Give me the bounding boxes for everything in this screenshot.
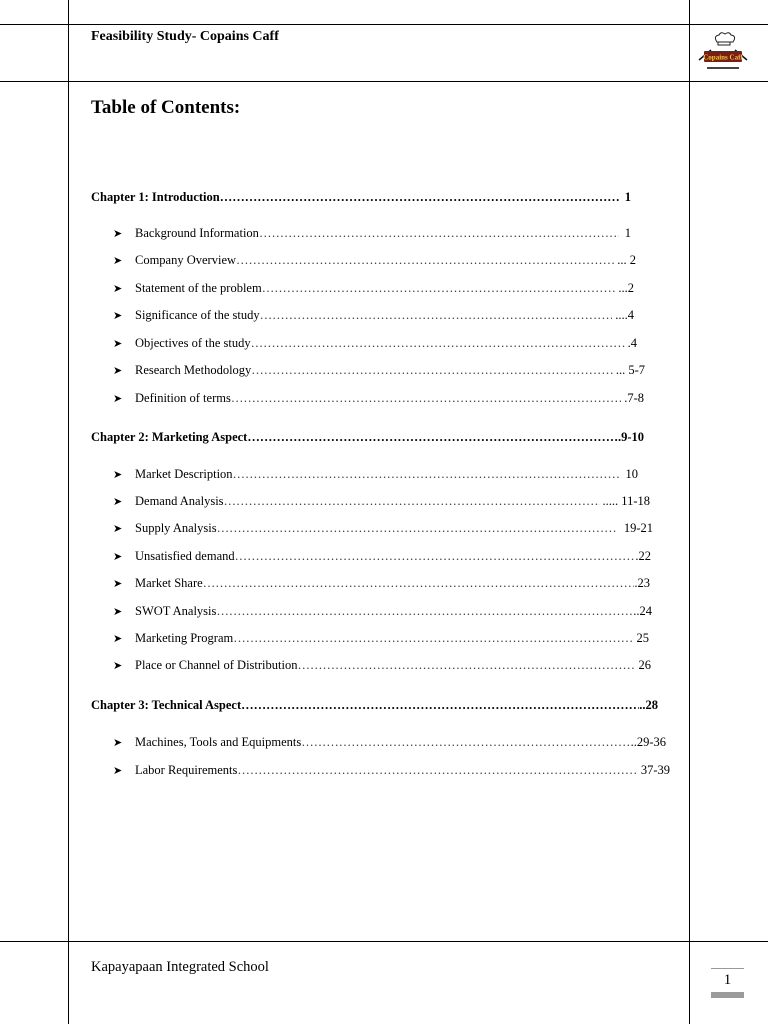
dot-leader [251,336,625,351]
toc-item[interactable] [113,336,637,351]
toc-heading: Table of Contents: [91,97,241,118]
dot-leader [220,190,619,205]
footer-top-line [0,941,768,942]
arrow-bullet-icon: ➤ [113,737,123,749]
item-label: Labor Requirements [135,763,238,777]
arrow-bullet-icon: ➤ [113,338,123,350]
item-page: 26 [638,658,651,672]
arrow-bullet-icon: ➤ [113,765,123,777]
arrow-bullet-icon: ➤ [113,469,123,481]
dot-leader [301,735,630,750]
dot-leader [260,308,613,323]
item-label: SWOT Analysis [135,604,217,618]
toc-item[interactable] [113,391,644,406]
item-page: 37-39 [640,763,670,777]
item-page: .7-8 [624,391,644,405]
item-label: Unsatisfied demand [135,549,235,563]
toc-chapter-3[interactable] [91,698,658,713]
item-page: .23 [634,576,650,590]
item-label: Objectives of the study [135,336,251,350]
left-margin-line [68,0,69,1024]
page-number: 1 [723,972,732,988]
arrow-bullet-icon: ➤ [113,365,123,377]
item-label: Place or Channel of Distribution [135,658,298,672]
item-label: Machines, Tools and Equipments [135,735,302,749]
dot-leader [251,363,613,378]
header-title: Feasibility Study- Copains Caff [91,29,279,44]
item-label: Research Methodology [135,363,252,377]
item-label: Market Description [135,467,233,481]
toc-chapter-2[interactable] [91,430,644,445]
item-page: ..29-36 [630,735,666,749]
toc-chapter-1[interactable] [91,190,631,205]
page-number-box [711,966,744,1000]
toc-item[interactable] [113,308,634,323]
page-number-rule [711,968,744,969]
toc-item[interactable] [113,253,636,268]
item-label: Market Share [135,576,203,590]
item-page: 1 [624,226,631,240]
arrow-bullet-icon: ➤ [113,633,123,645]
footer-school-name: Kapayapaan Integrated School [91,959,269,975]
item-label: Definition of terms [135,391,231,405]
toc-item[interactable] [113,658,651,673]
arrow-bullet-icon: ➤ [113,551,123,563]
item-page: ...2 [618,281,634,295]
chapter-title: Chapter 1: Introduction [91,190,220,204]
toc-item[interactable] [113,363,645,378]
toc-item[interactable] [113,604,652,619]
item-page: ..24 [633,604,652,618]
chapter-page: .9-10 [617,430,644,444]
toc-item[interactable] [113,576,650,591]
dot-leader [235,549,636,564]
item-page: ....4 [615,308,634,322]
toc-item[interactable] [113,549,651,564]
toc-item[interactable] [113,735,666,750]
arrow-bullet-icon: ➤ [113,578,123,590]
chapter-title: Chapter 3: Technical Aspect [91,698,242,712]
item-page: ... 2 [617,253,636,267]
toc-item[interactable] [113,521,653,536]
arrow-bullet-icon: ➤ [113,606,123,618]
arrow-bullet-icon: ➤ [113,310,123,322]
dot-leader [216,604,633,619]
dot-leader [259,226,619,241]
right-margin-line [689,0,690,1024]
copains-caff-logo [697,32,749,76]
header-bottom-line [0,81,768,82]
item-label: Statement of the problem [135,281,262,295]
toc-item[interactable] [113,494,650,509]
arrow-bullet-icon: ➤ [113,523,123,535]
arrow-bullet-icon: ➤ [113,496,123,508]
header-top-line [0,24,768,25]
toc-item[interactable] [113,763,670,778]
arrow-bullet-icon: ➤ [113,393,123,405]
item-page: .4 [627,336,637,350]
dot-leader [262,281,616,296]
item-label: Supply Analysis [135,521,217,535]
item-page: ..... 11-18 [602,494,650,508]
chapter-page: 1 [624,190,631,204]
item-label: Marketing Program [135,631,234,645]
dot-leader [237,763,637,778]
dot-leader [217,521,618,536]
arrow-bullet-icon: ➤ [113,255,123,267]
arrow-bullet-icon: ➤ [113,283,123,295]
dot-leader [231,391,621,406]
dot-leader [247,430,618,445]
item-label: Demand Analysis [135,494,224,508]
item-page: 25 [636,631,649,645]
item-page: .22 [635,549,651,563]
chapter-title: Chapter 2: Marketing Aspect [91,430,248,444]
dot-leader [203,576,635,591]
dot-leader [233,631,633,646]
item-page: 19-21 [623,521,653,535]
item-page: ... 5-7 [615,363,645,377]
item-label: Background Information [135,226,259,240]
arrow-bullet-icon: ➤ [113,660,123,672]
toc-item[interactable] [113,631,649,646]
dot-leader [241,698,639,713]
dot-leader [233,467,619,482]
chapter-page: ..28 [639,698,658,712]
toc-item[interactable] [113,281,634,296]
dot-leader [224,494,600,509]
toc-item[interactable] [113,226,631,241]
item-label: Significance of the study [135,308,260,322]
item-page: 10 [625,467,638,481]
dot-leader [236,253,614,268]
arrow-bullet-icon: ➤ [113,228,123,240]
svg-text:Copains Caff: Copains Caff [703,53,743,62]
toc-item[interactable] [113,467,638,482]
page-number-bar [711,992,744,998]
dot-leader [297,658,635,673]
item-label: Company Overview [135,253,237,267]
